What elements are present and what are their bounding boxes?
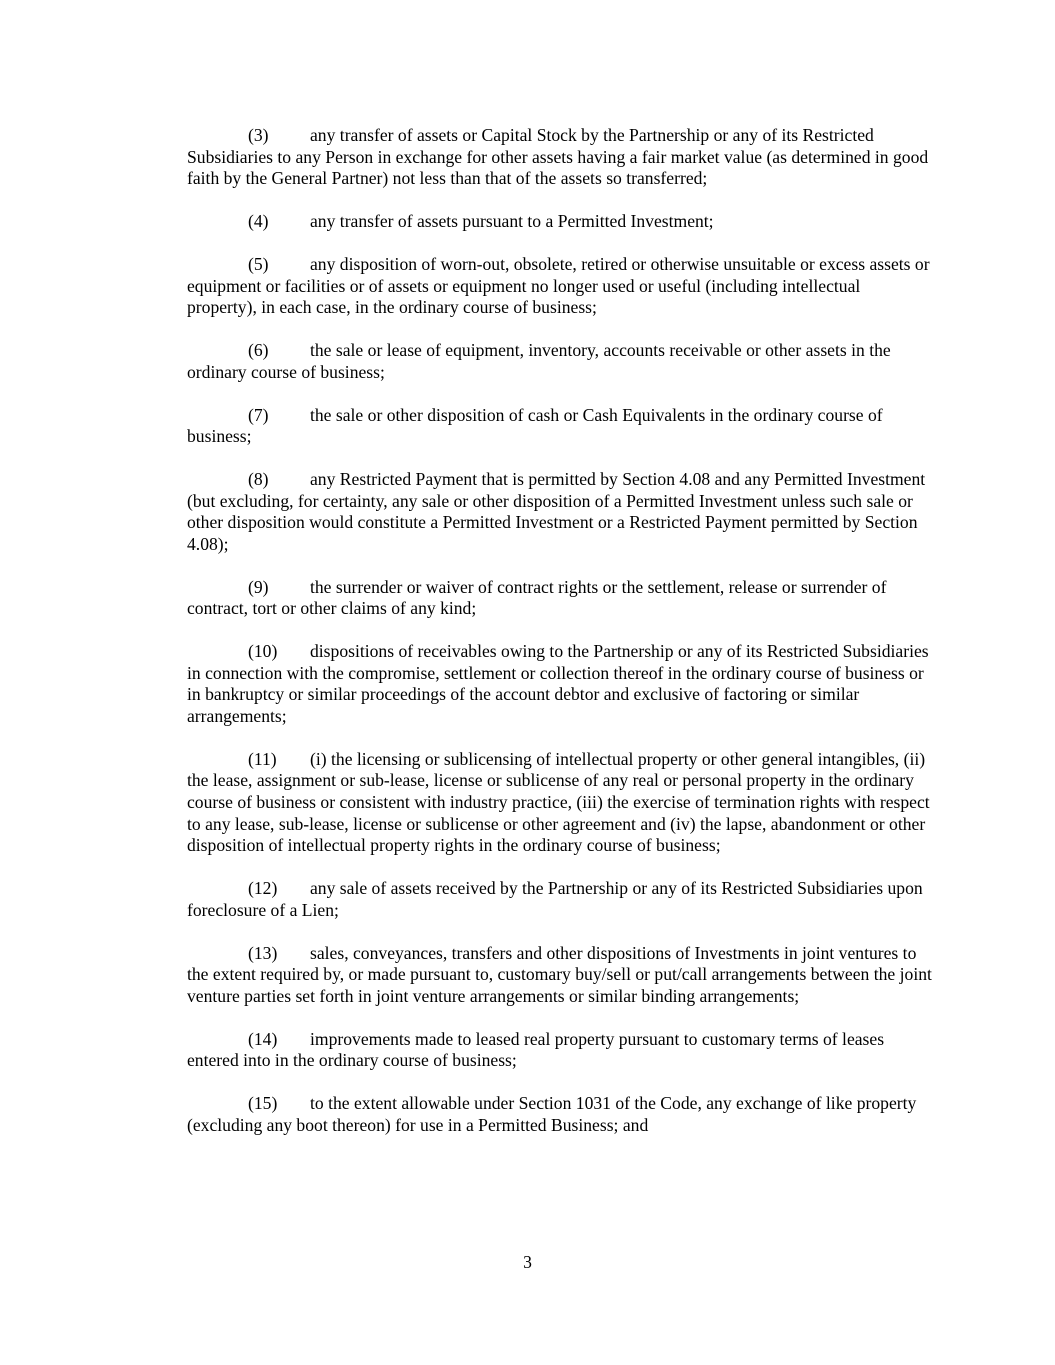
clause-number: (9): [248, 576, 269, 597]
clause-text: to the extent allowable under Section 1031 of the Code, any exchange of like property (excluding any boot thereon) for use in a Permitted Business; and: [187, 1093, 917, 1135]
clause-14: [187, 1029, 932, 1072]
clause-text: any transfer of assets pursuant to a Permitted Investment;: [310, 211, 714, 232]
document-body: [187, 125, 932, 1158]
clause-number: (5): [248, 253, 269, 274]
clause-number: (4): [248, 211, 269, 232]
clause-text: any disposition of worn-out, obsolete, retired or otherwise unsuitable or excess assets or equipment or facilities or of assets or equipment no longer used or useful (including intellectual property), in each case, in the ordinary course of business;: [187, 253, 930, 318]
page-number: 3: [523, 1252, 532, 1272]
clause-5: [187, 254, 932, 319]
clause-15: [187, 1093, 932, 1136]
clause-text: any transfer of assets or Capital Stock by the Partnership or any of its Restricted Subsidiaries to any Person in exchange for other assets having a fair market value (as determined in good faith by the General Partner) not less than that of the assets so transferred;: [187, 125, 929, 189]
clause-13: [187, 943, 932, 1008]
clause-text: the sale or other disposition of cash or Cash Equivalents in the ordinary course of business;: [187, 404, 883, 447]
clause-text: sales, conveyances, transfers and other dispositions of Investments in joint ventures to the extent required by, or made pursuant to, customary buy/sell or put/call arrangements between the joint venture parties set forth in joint venture arrangements or similar binding arrangements;: [187, 942, 932, 1006]
clause-10: [187, 641, 932, 727]
clause-text: (i) the licensing or sublicensing of intellectual property or other general intangibles, (ii) the lease, assignment or sub-lease, license or sublicense of any real or personal property in the ordinary course of business or consistent with industry practice, (iii) the exercise of termination rights with respect to any lease, sub-lease, license or sublicense or other agreement and (iv) the lapse, abandonment or other disposition of intellectual property rights in the ordinary course of business;: [187, 748, 930, 856]
clause-text: the sale or lease of equipment, inventory, accounts receivable or other assets in the ordinary course of business;: [187, 340, 891, 382]
clause-number: (15): [248, 1093, 278, 1114]
clause-text: the surrender or waiver of contract rights or the settlement, release or surrender of contract, tort or other claims of any kind;: [187, 576, 887, 619]
clause-number: (11): [248, 748, 277, 769]
clause-number: (7): [248, 404, 269, 425]
clause-text: dispositions of receivables owing to the Partnership or any of its Restricted Subsidiaries in connection with the compromise, settlement or collection thereof in the ordinary course of business or in bankruptcy or similar proceedings of the account debtor and exclusive of factoring or similar arrangements;: [187, 641, 929, 726]
clause-number: (12): [248, 878, 278, 899]
clause-text: improvements made to leased real property pursuant to customary terms of leases entered into in the ordinary course of business;: [187, 1028, 885, 1071]
clause-6: [187, 340, 932, 383]
clause-number: (14): [248, 1028, 278, 1049]
clause-text: any Restricted Payment that is permitted by Section 4.08 and any Permitted Investment (but excluding, for certainty, any sale or other disposition of a Permitted Investment unless such sale or other disposition would constitute a Permitted Investment or a Restricted Payment permitted by Section 4.08);: [187, 469, 926, 554]
clause-9: [187, 577, 932, 620]
clause-4: [187, 211, 932, 233]
clause-11: [187, 749, 932, 857]
clause-number: (3): [248, 125, 269, 145]
clause-number: (6): [248, 340, 269, 361]
clause-7: [187, 405, 932, 448]
clause-number: (10): [248, 641, 278, 662]
clause-number: (13): [248, 942, 278, 963]
clause-12: [187, 878, 932, 921]
clause-3: [187, 125, 932, 190]
clause-text: any sale of assets received by the Partnership or any of its Restricted Subsidiaries upon foreclosure of a Lien;: [187, 878, 923, 920]
clause-number: (8): [248, 469, 269, 490]
clause-8: [187, 469, 932, 555]
